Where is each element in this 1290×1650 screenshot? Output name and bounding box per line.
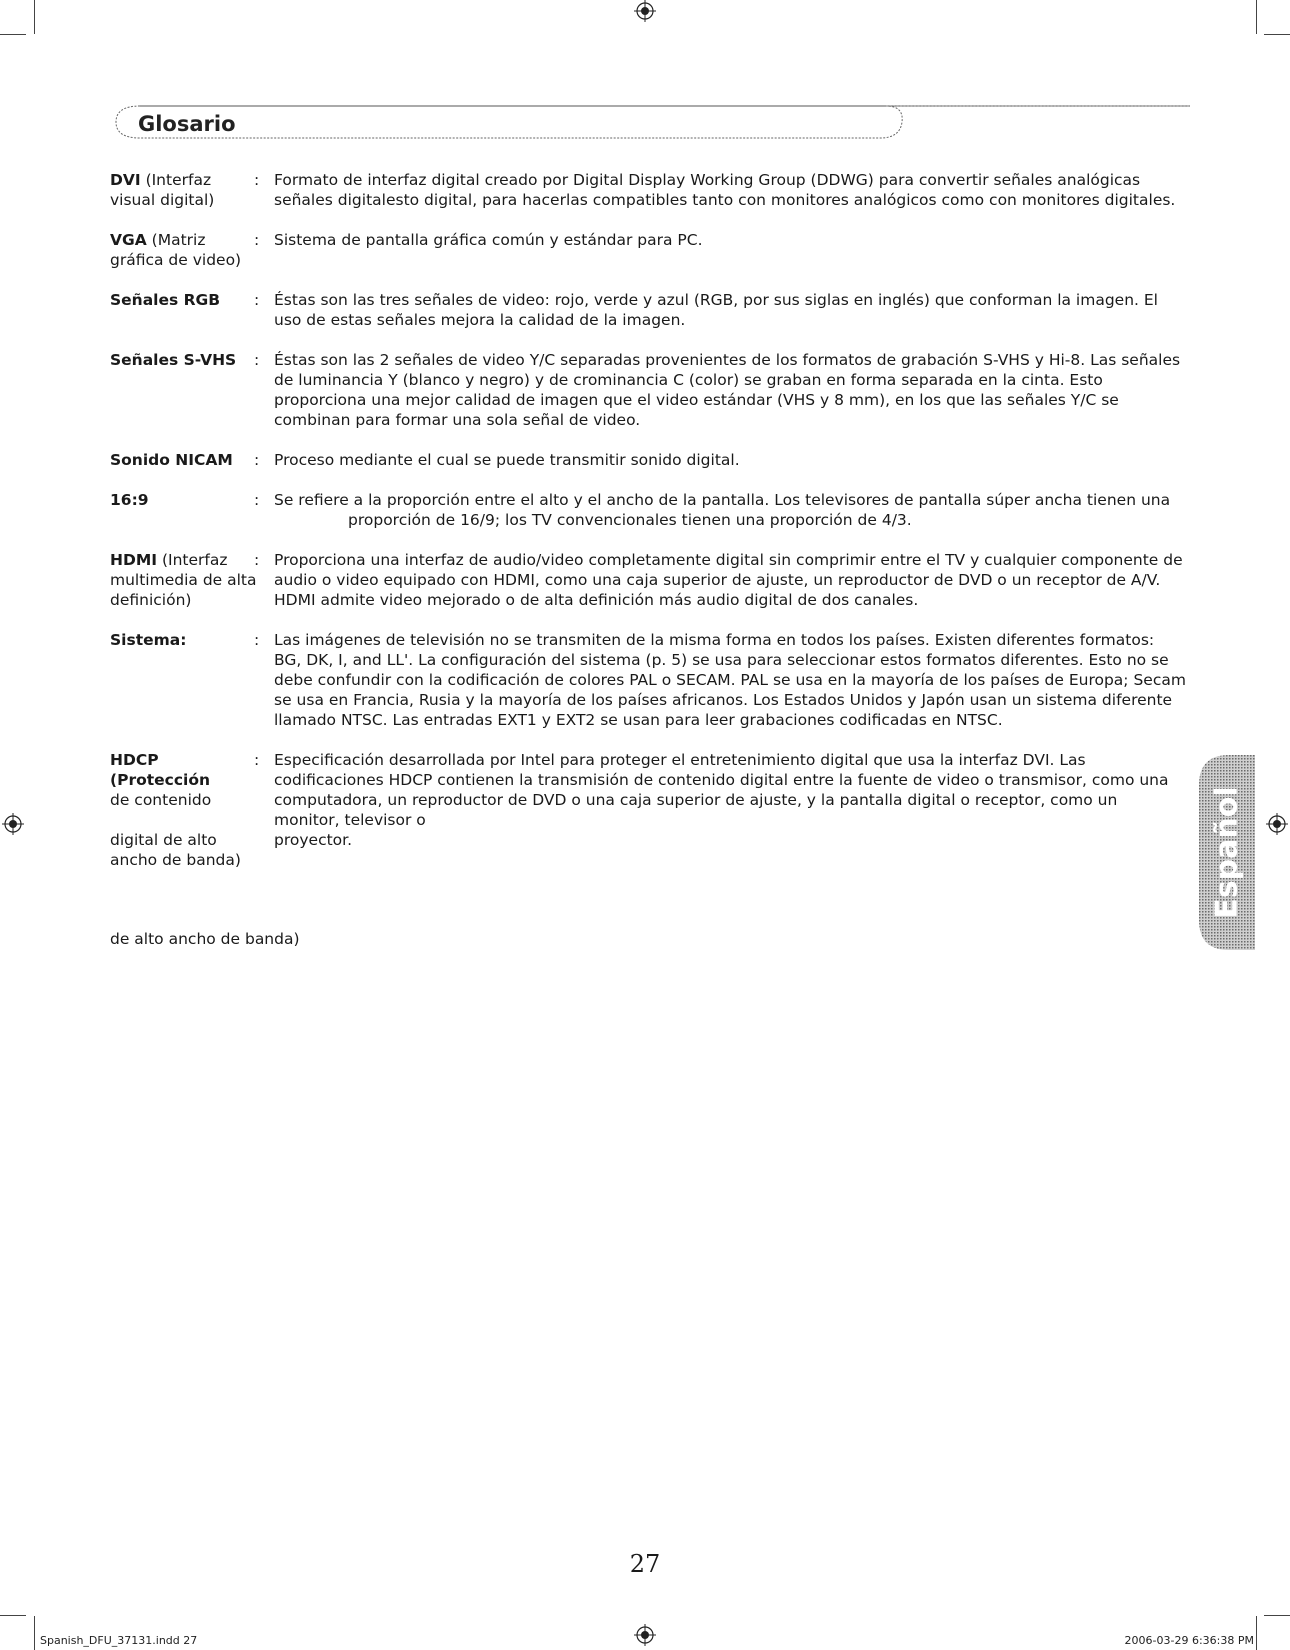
footer-timestamp: 2006-03-29 6:36:38 PM [1124, 1634, 1254, 1647]
glossary-term: Sistema: [110, 631, 187, 649]
registration-mark-icon [1266, 813, 1288, 835]
glossary-definition: Éstas son las tres señales de video: rojo, verde y azul (RGB, por sus siglas en inglés) que conforman la imagen. El uso de estas señales mejora la calidad de la imagen. [274, 291, 1158, 329]
registration-mark-icon [634, 0, 656, 22]
language-tab-label-wrap [1204, 770, 1250, 935]
glossary-definition: Las imágenes de televisión no se transmiten de la misma forma en todos los países. Existen diferentes formatos: BG, DK, I, and LL'. La configuración del sistema (p. 5) se usa para seleccionar estos formatos diferentes. Esto no se debe confundir con la codificación de colores PAL o SECAM. PAL se usa en la mayoría de los países de Europa; Secam se usa en Francia, Rusia y la mayoría de los países africanos. Los Estados Unidos y Japón usan un sistema diferente llamado NTSC. Las entradas EXT1 y EXT2 se usan para leer grabaciones codificadas en NTSC. [274, 631, 1186, 729]
page-title: Glosario [138, 112, 236, 136]
crop-mark [0, 1615, 26, 1616]
separator-colon: : [254, 231, 260, 249]
glossary-term: 16:9 [110, 491, 149, 509]
crop-mark [1264, 1615, 1290, 1616]
separator-colon: : [254, 751, 260, 769]
glossary-term: DVI (Interfaz visual digital) [110, 171, 215, 209]
registration-mark-icon [634, 1624, 656, 1646]
crop-mark [1264, 34, 1290, 35]
glossary-term: digital de alto ancho de banda) [110, 831, 241, 869]
page-number: 27 [629, 1550, 661, 1578]
separator-colon: : [254, 491, 260, 509]
glossary-definition: Se refiere a la proporción entre el alto y el ancho de la pantalla. Los televisores de pantalla súper ancha tienen una proporción de 16/9; los TV convencionales tienen una proporción de 4/3. [274, 491, 1171, 529]
glossary-term: VGA (Matriz gráfica de video) [110, 231, 242, 269]
separator-colon: : [254, 171, 260, 189]
crop-mark [34, 0, 35, 34]
crop-mark [1256, 1616, 1257, 1650]
glossary-term: Señales RGB [110, 291, 221, 309]
crop-mark [0, 34, 26, 35]
glossary-definition: Sistema de pantalla gráfica común y estándar para PC. [274, 231, 703, 249]
title-banner-frame [110, 100, 1190, 142]
separator-colon: : [254, 291, 260, 309]
glossary-term: Sonido NICAM [110, 451, 233, 469]
glossary-definition: proyector. [274, 831, 353, 849]
separator-colon: : [254, 551, 260, 569]
glossary-term: HDMI (Interfaz multimedia de alta definición) [110, 551, 257, 609]
registration-mark-icon [2, 813, 24, 835]
glossary-definition: Proporciona una interfaz de audio/video completamente digital sin comprimir entre el TV y cualquier componente de audio o video equipado con HDMI, como una caja superior de ajuste, un reproductor de DVD o un receptor de A/V. HDMI admite video mejorado o de alta definición más audio digital de dos canales. [274, 551, 1183, 609]
glossary-definition: Formato de interfaz digital creado por Digital Display Working Group (DDWG) para convertir señales analógicas señales digitalesto digital, para hacerlas compatibles tanto con monitores analógicos como con monitores digitales. [274, 171, 1176, 209]
glossary-definition: Éstas son las 2 señales de video Y/C separadas provenientes de los formatos de grabación S-VHS y Hi-8. Las señales de luminancia Y (blanco y negro) y de crominancia C (color) se graban en forma separada en la cinta. Esto proporciona una mejor calidad de imagen que el video estándar (VHS y 8 mm), en los que las señales Y/C se combinan para formar una sola señal de video. [274, 351, 1181, 429]
language-tab-label: Español [1209, 786, 1245, 919]
crop-mark [1256, 0, 1257, 34]
separator-colon: : [254, 351, 260, 369]
glossary-term: HDCP (Protección de contenido [110, 751, 212, 809]
glossary-definition: Proceso mediante el cual se puede transmitir sonido digital. [274, 451, 740, 469]
glossary-term: Señales S-VHS [110, 351, 237, 369]
crop-mark [34, 1616, 35, 1650]
footer-file-name: Spanish_DFU_37131.indd 27 [40, 1634, 198, 1647]
separator-colon: : [254, 631, 260, 649]
stray-text: de alto ancho de banda) [110, 930, 300, 948]
glossary-definition: Especificación desarrollada por Intel para proteger el entretenimiento digital que usa la interfaz DVI. Las codificaciones HDCP contienen la transmisión de contenido digital entre la fuente de video o transmisor, como una computadora, un reproductor de DVD o una caja superior de ajuste, y la pantalla digital o receptor, como un monitor, televisor o [274, 751, 1169, 829]
separator-colon: : [254, 451, 260, 469]
